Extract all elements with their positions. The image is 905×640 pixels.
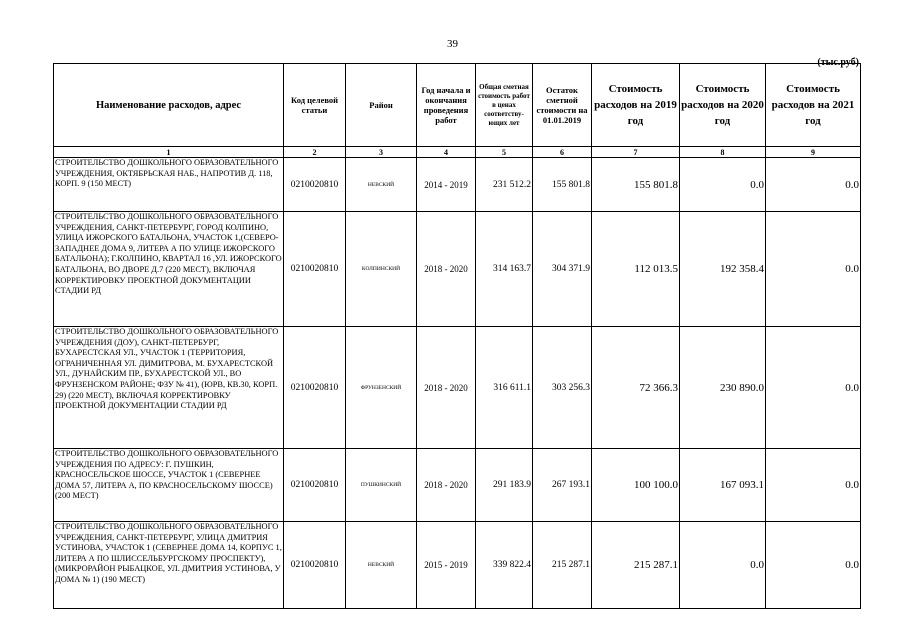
row-code: 0210020810: [284, 327, 346, 449]
row-estimate: 339 822.4: [476, 522, 533, 609]
header-cost-2020: Стоимость расходов на 2020 год: [680, 64, 766, 147]
row-remainder: 215 287.1: [533, 522, 592, 609]
row-name: СТРОИТЕЛЬСТВО ДОШКОЛЬНОГО ОБРАЗОВАТЕЛЬНОГО УЧРЕЖДЕНИЯ, САНКТ-ПЕТЕРБУРГ, УЛИЦА ДМИТРИЯ УСТИНОВА, УЧАСТОК 1 (СЕВЕРНЕЕ ДОМА 14, КОРПУС 1, ЛИТЕРА А ПО ШЛИССЕЛЬБУРГСКОМУ ПРОСПЕКТУ), (МИКРОРАЙОН РЫБАЦКОЕ, УЛ. ДМИТРИЯ УСТИНОВА, У ДОМА № 1) (190 МЕСТ): [54, 522, 284, 609]
row-district: КОЛПИНСКИЙ: [346, 212, 417, 327]
row-name: СТРОИТЕЛЬСТВО ДОШКОЛЬНОГО ОБРАЗОВАТЕЛЬНОГО УЧРЕЖДЕНИЯ ПО АДРЕСУ: Г. ПУШКИН, КРАСНОСЕЛЬСКОЕ ШОССЕ, УЧАСТОК 1 (СЕВЕРНЕЕ ДОМА 57, ЛИТЕРА А, ПО КРАСНОСЕЛЬСКОМУ ШОССЕ) (200 МЕСТ): [54, 449, 284, 522]
row-cost-2019: 155 801.8: [592, 158, 680, 212]
row-cost-2019: 100 100.0: [592, 449, 680, 522]
row-estimate: 231 512.2: [476, 158, 533, 212]
table-row: [54, 212, 861, 327]
row-district: НЕВСКИЙ: [346, 522, 417, 609]
row-cost-2020: 0.0: [680, 158, 766, 212]
row-period: 2018 - 2020: [417, 449, 476, 522]
row-name: СТРОИТЕЛЬСТВО ДОШКОЛЬНОГО ОБРАЗОВАТЕЛЬНОГО УЧРЕЖДЕНИЯ, САНКТ-ПЕТЕРБУРГ, ГОРОД КОЛПИНО, УЛИЦА ИЖОРСКОГО БАТАЛЬОНА, УЧАСТОК 1,(СЕВЕРО-ЗАПАДНЕЕ ДОМА 9, ЛИТЕРА А ПО УЛИЦЕ ИЖОРСКОГО БАТАЛЬОНА); Г.КОЛПИНО, КВАРТАЛ 16 ,УЛ. ИЖОРСКОГО БАТАЛЬОНА, ВО ДВОРЕ Д.7 (220 МЕСТ), ВКЛЮЧАЯ КОРРЕКТИРОВКУ ПРОЕКТНОЙ ДОКУМЕНТАЦИИ СТАДИИ РД: [54, 212, 284, 327]
row-cost-2019: 215 287.1: [592, 522, 680, 609]
page-number: 39: [447, 38, 458, 50]
row-code: 0210020810: [284, 449, 346, 522]
row-remainder: 267 193.1: [533, 449, 592, 522]
row-cost-2019: 72 366.3: [592, 327, 680, 449]
header-code: Код целевой статьи: [284, 64, 346, 147]
row-cost-2020: 167 093.1: [680, 449, 766, 522]
column-number: 1: [54, 147, 284, 158]
row-code: 0210020810: [284, 212, 346, 327]
header-period: Год начала и окончания проведения работ: [417, 64, 476, 147]
row-cost-2021: 0.0: [766, 522, 861, 609]
row-cost-2021: 0.0: [766, 449, 861, 522]
row-remainder: 303 256.3: [533, 327, 592, 449]
row-name: СТРОИТЕЛЬСТВО ДОШКОЛЬНОГО ОБРАЗОВАТЕЛЬНОГО УЧРЕЖДЕНИЯ, ОКТЯБРЬСКАЯ НАБ., НАПРОТИВ Д. 118, КОРП. 9 (150 МЕСТ): [54, 158, 284, 212]
column-number: 5: [476, 147, 533, 158]
row-period: 2014 - 2019: [417, 158, 476, 212]
row-name: СТРОИТЕЛЬСТВО ДОШКОЛЬНОГО ОБРАЗОВАТЕЛЬНОГО УЧРЕЖДЕНИЯ (ДОУ), САНКТ-ПЕТЕРБУРГ, БУХАРЕСТСКАЯ УЛ., УЧАСТОК 1 (ТЕРРИТОРИЯ, ОГРАНИЧЕННАЯ УЛ. ДИМИТРОВА, М. БУХАРЕСТСКОЙ УЛ., ДУНАЙСКИМ ПР., БУХАРЕСТСКОЙ УЛ., ВО ФРУНЗЕНСКОМ РАЙОНЕ; ФЗУ № 41), (ЮРВ, КВ.30, КОРП. 29) (220 МЕСТ), ВКЛЮЧАЯ КОРРЕКТИРОВКУ ПРОЕКТНОЙ ДОКУМЕНТАЦИИ СТАДИИ РД: [54, 327, 284, 449]
column-number: 3: [346, 147, 417, 158]
table-row: [54, 522, 861, 609]
column-number: 9: [766, 147, 861, 158]
header-row: [54, 64, 861, 147]
header-cost-2019: Стоимость расходов на 2019 год: [592, 64, 680, 147]
row-period: 2018 - 2020: [417, 212, 476, 327]
column-number: 2: [284, 147, 346, 158]
row-district: ФРУНЗЕНСКИЙ: [346, 327, 417, 449]
row-estimate: 316 611.1: [476, 327, 533, 449]
row-district: НЕВСКИЙ: [346, 158, 417, 212]
table-row: [54, 327, 861, 449]
row-cost-2020: 192 358.4: [680, 212, 766, 327]
row-remainder: 155 801.8: [533, 158, 592, 212]
row-estimate: 314 163.7: [476, 212, 533, 327]
column-number: 4: [417, 147, 476, 158]
row-cost-2021: 0.0: [766, 158, 861, 212]
expenses-table: [53, 63, 861, 609]
row-period: 2018 - 2020: [417, 327, 476, 449]
column-number-row: [54, 147, 861, 158]
row-cost-2021: 0.0: [766, 212, 861, 327]
header-name: Наименование расходов, адрес: [54, 64, 284, 147]
header-estimate: Общая сметная стоимость работ в ценах соответству-ющих лет: [476, 64, 533, 147]
header-cost-2021: Стоимость расходов на 2021 год: [766, 64, 861, 147]
column-number: 8: [680, 147, 766, 158]
row-period: 2015 - 2019: [417, 522, 476, 609]
header-remainder: Остаток сметной стоимости на 01.01.2019: [533, 64, 592, 147]
column-number: 7: [592, 147, 680, 158]
table-row: [54, 449, 861, 522]
column-number: 6: [533, 147, 592, 158]
row-remainder: 304 371.9: [533, 212, 592, 327]
row-cost-2019: 112 013.5: [592, 212, 680, 327]
row-cost-2021: 0.0: [766, 327, 861, 449]
row-district: ПУШКИНСКИЙ: [346, 449, 417, 522]
header-district: Район: [346, 64, 417, 147]
units-label: (тыс.руб): [817, 57, 859, 68]
row-cost-2020: 230 890.0: [680, 327, 766, 449]
row-cost-2020: 0.0: [680, 522, 766, 609]
row-code: 0210020810: [284, 158, 346, 212]
table-row: [54, 158, 861, 212]
row-estimate: 291 183.9: [476, 449, 533, 522]
row-code: 0210020810: [284, 522, 346, 609]
